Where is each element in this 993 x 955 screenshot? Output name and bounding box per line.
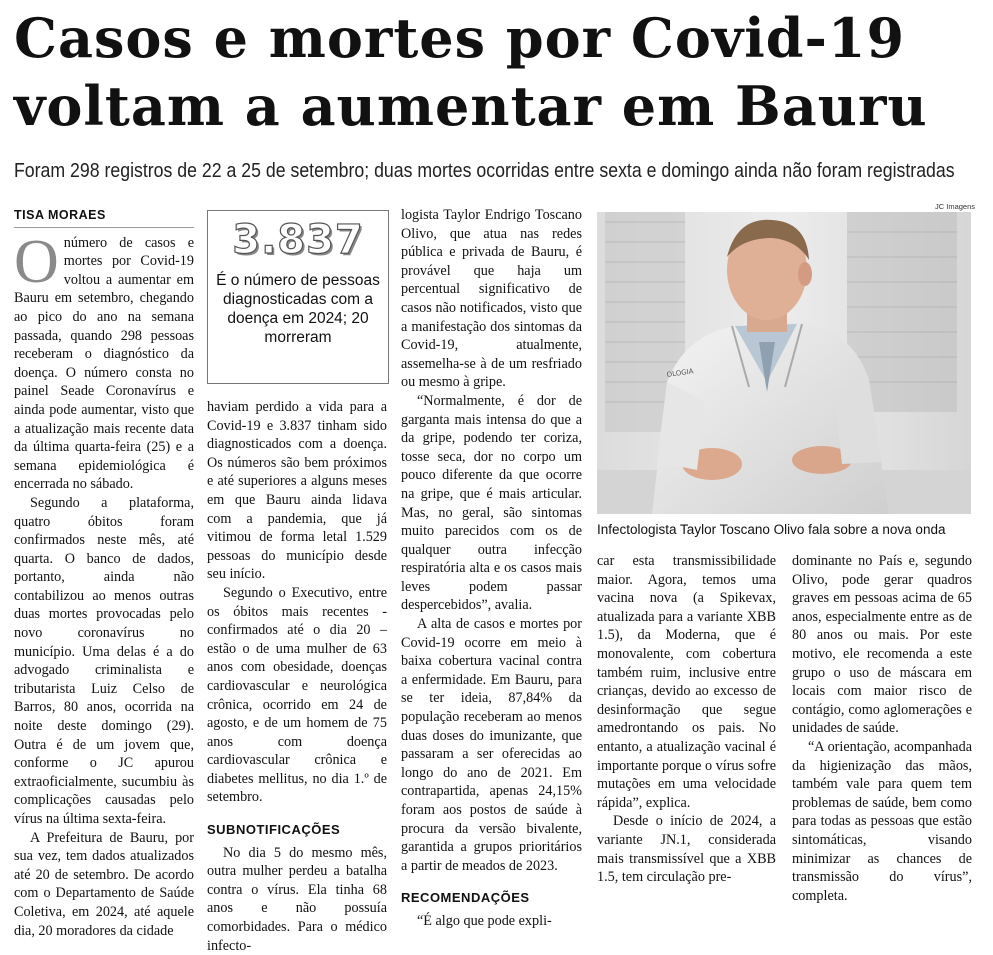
paragraph: A alta de casos e mortes por Covid-19 ocorre em meio à baixa cobertura vacinal contra a enfermidade. Em Bauru, para se ter ideia, 87,84% da população receberam ao menos duas doses do imunizante, que passaram a ser oferecidas ao longo do ano de 2021. Em contrapartida, apenas 24,15% foram aos postos de saúde à procura da versão bivalente, garantida a grupos prioritários a partir de meados de 2023.	[401, 616, 582, 874]
paragraph: car esta transmissibilidade maior. Agora, temos uma vacina nova (a Spikevax, atualizada para a variante XBB 1.5), da Moderna, que é monovalente, com cobertura também ruim, inclusive entre crianças, devido ao excesso de desinformação que segue amedrontando os pais. No entanto, a atualização vacinal é importante porque o vírus sofre mutações em uma velocidade rápida”, explica.	[597, 553, 776, 811]
section-heading-subnotificacoes: SUBNOTIFICAÇÕES	[207, 822, 341, 838]
paragraph: Segundo o Executivo, entre os óbitos mais recentes - confirmados até o dia 20 – estão o de uma mulher de 63 anos com obesidade, doenças cardiovascular e neurológica crônica, ocorrido em 24 de agosto, e de um homem de 75 anos com doença cardiovascular crônica e diabetes mellitus, no dia 1.º de setembro.	[207, 584, 387, 806]
article-column-5	[792, 552, 972, 905]
photo-credit: JC Imagens	[935, 202, 976, 211]
headline	[14, 4, 984, 140]
paragraph: No dia 5 do mesmo mês, outra mulher perdeu a batalha contra o vírus. Ela tinha 68 anos e não possuía comorbidades. Para o médico infecto-	[207, 844, 387, 954]
paragraph: haviam perdido a vida para a Covid-19 e 3.837 tinham sido diagnosticados com a doença. Os números são bem próximos e até superiores a alguns meses em que Bauru ainda lidava com a pandemia, que já vitimou de forma letal 1.529 pessoas do município desde seu início.	[207, 399, 387, 583]
paragraph: Desde o início de 2024, a variante JN.1, considerada mais transmissível que a XBB 1.5, tem circulação pre-	[597, 813, 776, 886]
article-column-2	[207, 398, 387, 955]
subheadline: Foram 298 registros de 22 a 25 de setembro; duas mortes ocorridas entre sexta e domingo ainda não foram registradas	[14, 160, 955, 182]
paragraph: “A orientação, acompanhada da higienização das mãos, também vale para quem tem problemas de saúde, bem como para todas as pessoas que estão sintomáticas, visando minimizar as chances de transmissão do vírus”, completa.	[792, 738, 972, 904]
stat-description: É o número de pessoas diagnosticadas com a doença em 2024; 20 morreram	[216, 272, 380, 346]
stat-number: 3.837	[232, 217, 364, 263]
paragraph: Segundo a plataforma, quatro óbitos foram confirmados neste mês, até quarta. O banco de dados, portanto, ainda não contabilizou ao menos outras duas mortes provocadas pelo novo coronavírus no município. Uma delas é a do advogado criminalista e tributarista Luiz Celso de Barros, 80 anos, ocorrida na noite deste domingo (29). Outra é de um jovem que, conforme o JC apurou extraoficialmente, sucumbiu às complicações causadas pelo vírus na última sexta-feira.	[14, 494, 194, 827]
paragraph: “É algo que pode expli-	[417, 912, 552, 929]
article-column-3	[401, 206, 582, 931]
paragraph: dominante no País e, segundo Olivo, pode gerar quadros graves em pessoas acima de 65 anos, especialmente entre as de 80 anos ou mais. Por este motivo, ele recomenda a este grupo o uso de máscara em locais com maior risco de contágio, como aglomerações e unidades de saúde.	[792, 553, 972, 737]
photo-illustration	[597, 212, 971, 514]
article-column-4	[597, 552, 776, 887]
svg-text:OLOGIA: OLOGIA	[666, 367, 694, 379]
paragraph: A Prefeitura de Bauru, por sua vez, tem dados atualizados até 20 de setembro. De acordo com o Departamento de Saúde Coletiva, em 2024, até aquele dia, 20 moradores da cidade	[14, 829, 194, 939]
drop-cap: O	[14, 227, 59, 296]
stat-box	[207, 210, 389, 384]
photo-infectologist	[597, 212, 971, 514]
byline: TISA MORAES	[14, 206, 194, 228]
paragraph: Onúmero de casos e mortes por Covid-19 voltou a aumentar em Bauru em setembro, chegando ao pico do ano na semana passada, quando 298 pessoas receberam o diagnóstico da doença. O número consta no painel Seade Coronavírus e ainda pode aumentar, visto que a atualização mais recente data da última quarta-feira (25) e a semana epidemiológica é encerrada no sábado.	[14, 227, 194, 493]
paragraph: “Normalmente, é dor de garganta mais intensa do que a da gripe, podendo ter coriza, tosse seca, dor no corpo um pouco diferente da que ocorre na gripe, que é mais articular. Mas, no geral, são sintomas muito parecidos com os de qualquer outra infecção respiratória alta e os casos mais leves podem passar despercebidos”, avalia.	[401, 392, 582, 614]
article-column-1	[14, 206, 194, 940]
photo-caption: Infectologista Taylor Toscano Olivo fala sobre a nova onda	[597, 522, 946, 537]
headline-line-2: voltam a aumentar em Bauru	[14, 74, 928, 138]
headline-line-1: Casos e mortes por Covid-19	[14, 6, 906, 70]
paragraph: logista Taylor Endrigo Toscano Olivo, que atua nas redes pública e privada de Bauru, é provável que haja um percentual significativo de casos não notificados, visto que a manifestação dos sintomas da Covid-19, atualmente, assemelha-se à de um resfriado ou mesmo à gripe.	[401, 207, 582, 391]
section-heading-recomendacoes: RECOMENDAÇÕES	[401, 890, 530, 906]
